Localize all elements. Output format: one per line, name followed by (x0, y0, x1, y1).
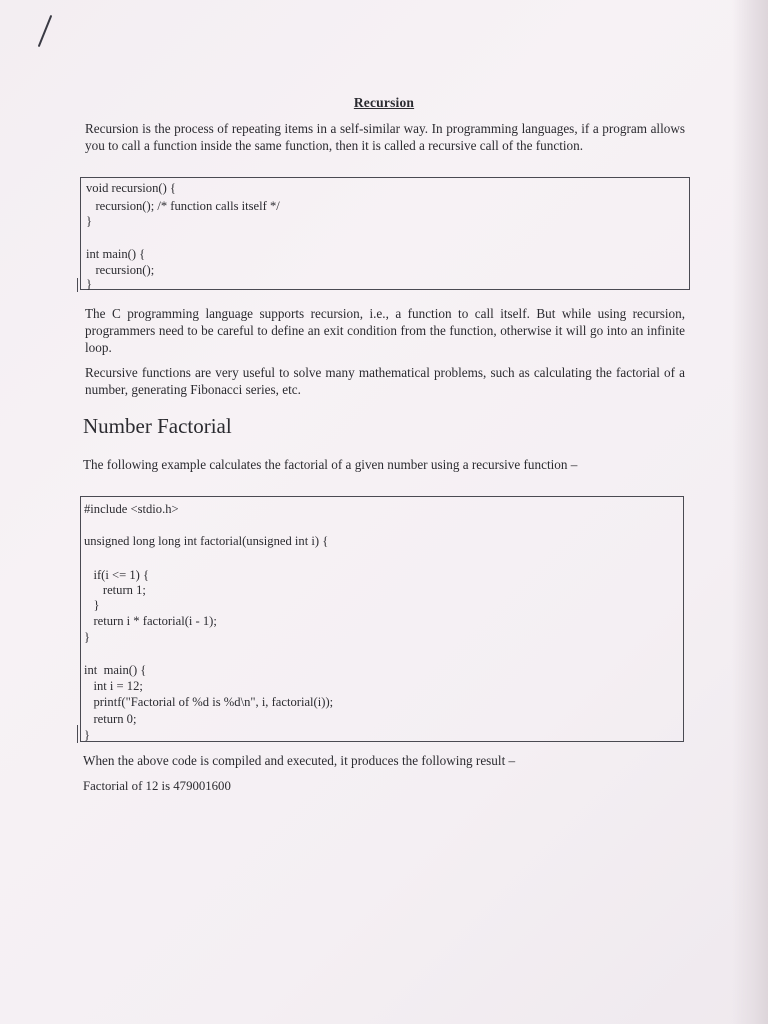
pen-mark (38, 15, 53, 47)
code-line: } (84, 630, 91, 644)
code-block-recursion (80, 177, 690, 290)
code-line: void recursion() { (86, 181, 176, 195)
result-intro-paragraph: When the above code is compiled and executed, it produces the following result – (83, 753, 516, 768)
code-line: int main() { (84, 663, 147, 677)
code-line: unsigned long long int factorial(unsigned int i) { (84, 534, 329, 548)
paper-edge-shadow (732, 0, 768, 1024)
code-line: int i = 12; (84, 679, 143, 693)
code-block-margin-tick (77, 278, 78, 292)
recursion-uses-paragraph: Recursive functions are very useful to solve many mathematical problems, such as calculating the factorial of a number, generating Fibonacci series, etc. (85, 365, 685, 397)
code-block-margin-tick (77, 725, 78, 743)
example-intro-paragraph: The following example calculates the factorial of a given number using a recursive function – (83, 457, 578, 472)
code-line: } (84, 728, 91, 742)
code-line: int main() { (86, 247, 146, 261)
code-line: #include <stdio.h> (84, 502, 179, 516)
result-output: Factorial of 12 is 479001600 (83, 779, 231, 793)
code-line: printf("Factorial of %d is %d\n", i, factorial(i)); (84, 695, 334, 709)
code-line: } (86, 277, 93, 291)
section-heading: Number Factorial (83, 414, 232, 438)
code-line: if(i <= 1) { (84, 568, 150, 582)
intro-paragraph: Recursion is the process of repeating items in a self-similar way. In programming languages, if a program allows you to call a function inside the same function, then it is called a recursive call of the function. (85, 121, 685, 153)
code-line: return 1; (84, 583, 146, 597)
code-line: } (84, 598, 100, 612)
code-line: return i * factorial(i - 1); (84, 614, 217, 628)
code-line: return 0; (84, 712, 137, 726)
code-line: recursion(); (86, 263, 155, 277)
code-block-factorial (80, 496, 684, 742)
recursion-support-paragraph: The C programming language supports recursion, i.e., a function to call itself. But while using recursion, programmers need to be careful to define an exit condition from the function, otherwise it will go into an infinite loop. (85, 306, 685, 355)
code-line: } (86, 214, 93, 228)
code-line: recursion(); /* function calls itself */ (86, 199, 280, 213)
page-title: Recursion (353, 95, 415, 110)
